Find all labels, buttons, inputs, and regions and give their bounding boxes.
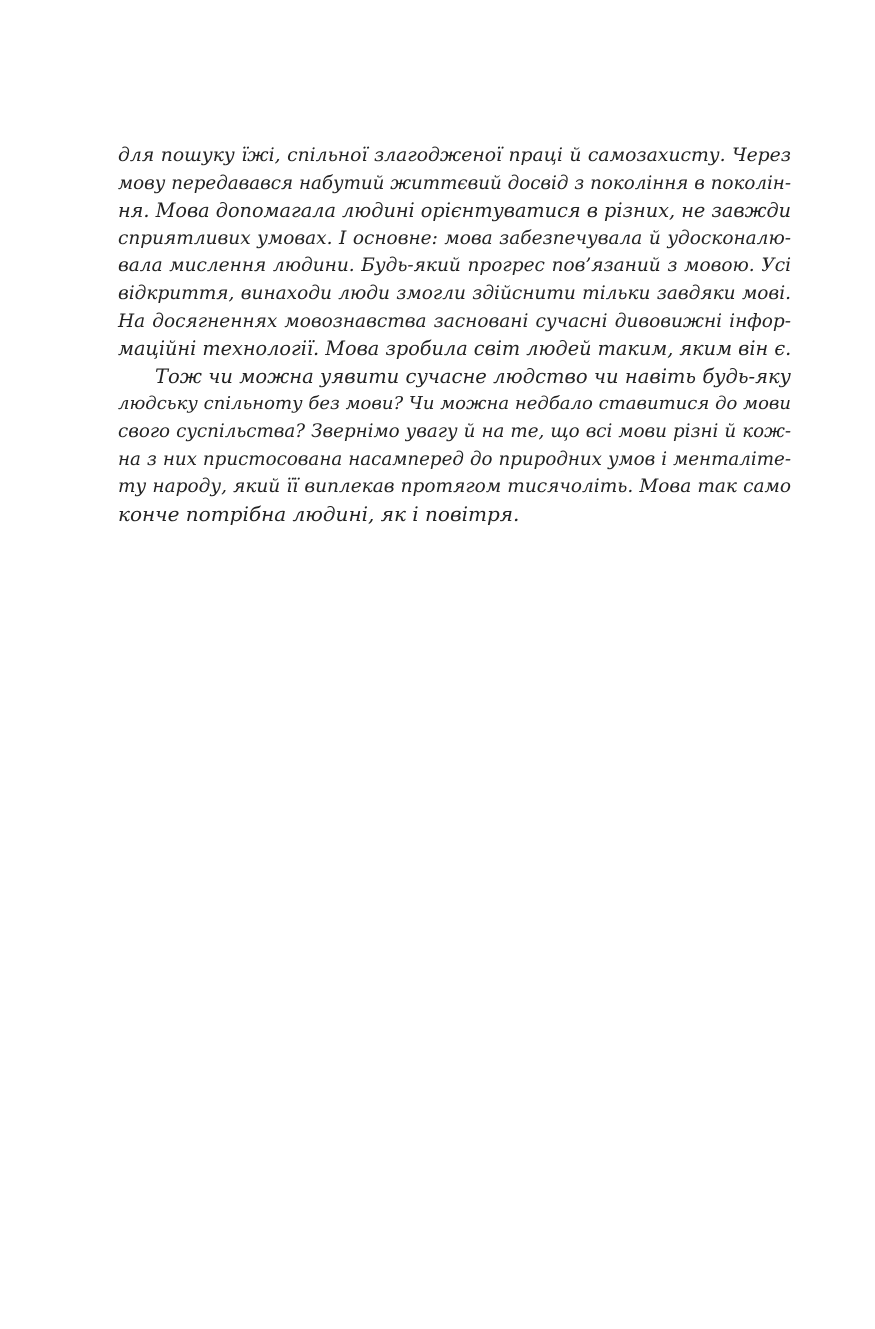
text-line: маційні технології. Мова зробила світ людей таким, яким він є.	[118, 337, 792, 361]
paragraph-1	[118, 142, 791, 363]
text-line: людську спільноту без мови? Чи можна недбало ставитися до мови	[118, 393, 791, 415]
text-line: На досягненнях мовознавства засновані сучасні дивовижні інфор-	[118, 310, 791, 332]
text-line: свого суспільства? Звернімо увагу й на те, що всі мови різні й кож-	[118, 420, 791, 442]
text-line: ня. Мова допомагала людині орієнтуватися в різних, не завжди	[118, 199, 792, 223]
text-line: конче потрібна людині, як і повітря.	[118, 501, 520, 526]
body-text	[118, 142, 791, 528]
text-line: ту народу, який її виплекав протягом тисячоліть. Мова так само	[118, 476, 791, 498]
paragraph-2	[118, 363, 791, 529]
text-line: мову передавався набутий життєвий досвід з покоління в поколін-	[118, 172, 791, 194]
text-line: для пошуку їжі, спільної злагодженої праці й самозахисту. Через	[118, 145, 791, 166]
text-line: вала мислення людини. Будь-який прогрес пов’язаний з мовою. Усі	[118, 255, 791, 277]
text-line: Тож чи можна уявити сучасне людство чи навіть будь-яку	[155, 364, 791, 388]
text-line: відкриття, винаходи люди змогли здійснити тільки завдяки мові.	[118, 282, 791, 304]
text-line: сприятливих умовах. І основне: мова забезпечувала й удосконалю-	[118, 227, 791, 249]
text-line: на з них пристосована насамперед до природних умов і менталіте-	[118, 448, 791, 470]
